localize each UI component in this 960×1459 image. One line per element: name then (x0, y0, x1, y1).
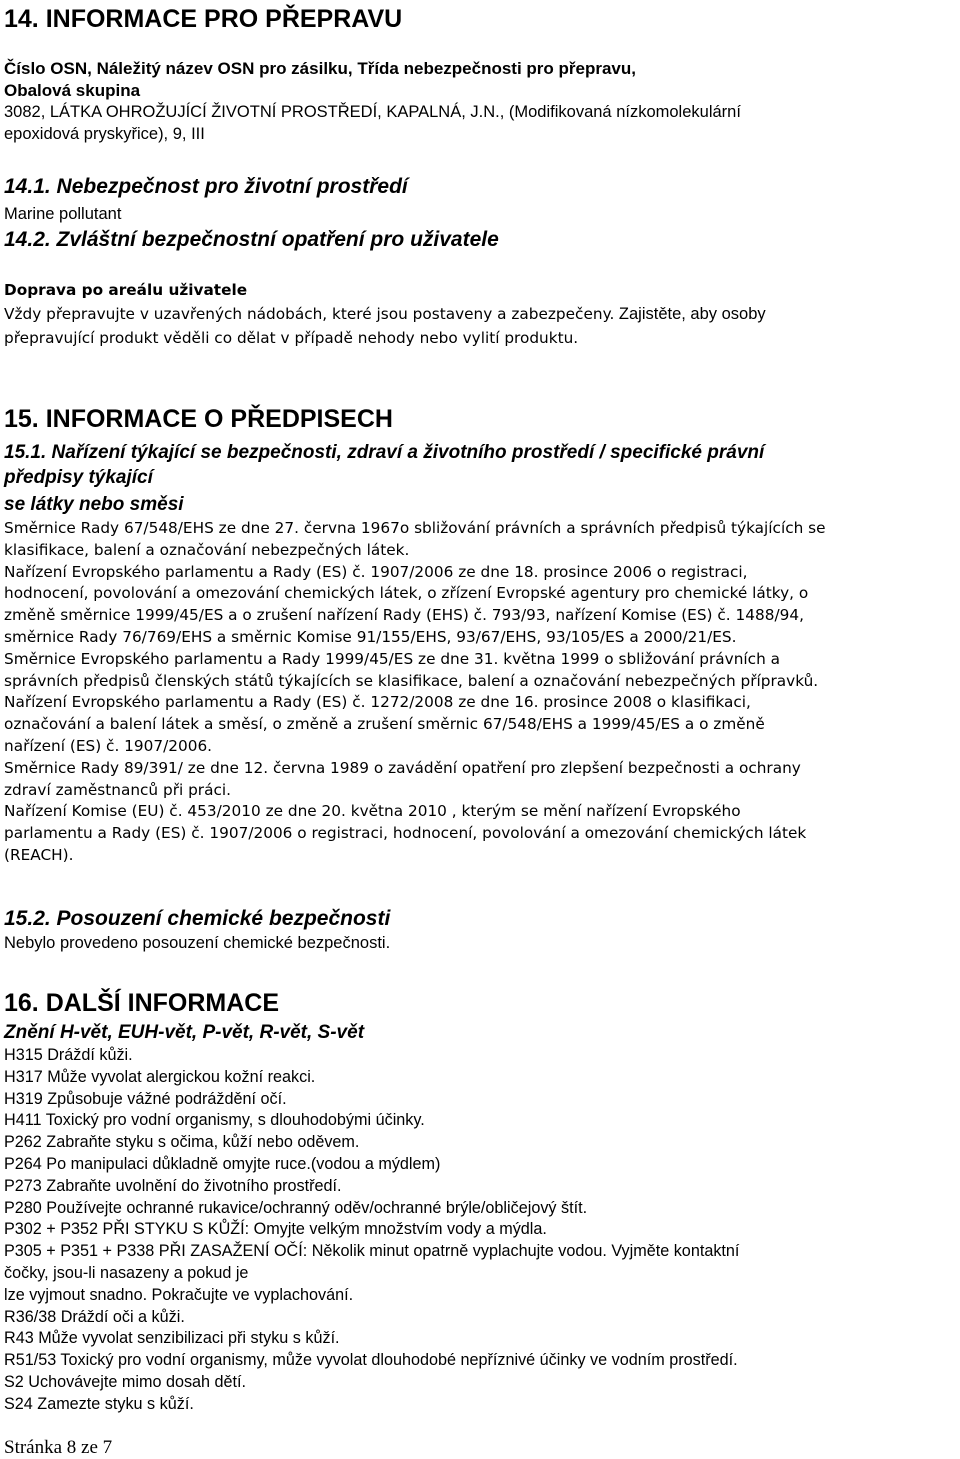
section-15-1-title-line-1: 15.1. Nařízení týkající se bezpečnosti, zdraví a životního prostředí / specifické právní (4, 442, 765, 463)
section-14-1-value: Marine pollutant (4, 205, 122, 223)
phrase-line: H317 Může vyvolat alergickou kožní reakci. (4, 1067, 316, 1086)
regulation-line: parlamentu a Rady (ES) č. 1907/2006 o registraci, hodnocení, povolování a omezování chemických látek (4, 824, 807, 843)
phrase-line: P305 + P351 + P338 PŘI ZASAŽENÍ OČÍ: Několik minut opatrně vyplachujte vodou. Vyjměte kontaktní (4, 1242, 740, 1261)
phrase-line: S24 Zamezte styku s kůží. (4, 1394, 194, 1413)
phrase-line: R51/53 Toxický pro vodní organismy, může vyvolat dlouhodobé nepříznivé účinky ve vodním prostředí. (4, 1351, 738, 1370)
regulation-line: Směrnice Rady 89/391/ ze dne 12. června 1989 o zavádění opatření pro zlepšení bezpečnosti a ochrany (4, 758, 801, 777)
section-15-2-title: 15.2. Posouzení chemické bezpečnosti (4, 907, 391, 930)
phrase-line: P273 Zabraňte uvolnění do životního prostředí. (4, 1176, 342, 1195)
section-15-1-title-line-3: se látky nebo směsi (4, 494, 184, 515)
regulation-line: označování a balení látek a směsí, o změně a zrušení směrnic 67/548/EHS a 1999/45/ES a o změně (4, 715, 765, 734)
regulation-line: zdraví zaměstnanců při práci. (4, 780, 231, 799)
phrase-line: lze vyjmout snadno. Pokračujte ve vyplachování. (4, 1285, 354, 1304)
section-14-2-text-part-a: Vždy přepravujte v uzavřených nádobách, které jsou postaveny a zabezpečeny. (4, 305, 615, 323)
regulation-line: Směrnice Rady 67/548/EHS ze dne 27. června 1967o sbližování právních a správních předpisů týkajících se (4, 519, 826, 537)
section-15-1-title-line-2: předpisy týkající (4, 467, 153, 488)
phrase-line: P302 + P352 PŘI STYKU S KŮŽÍ: Omyjte velkým množstvím vody a mýdla. (4, 1220, 547, 1239)
regulation-line: Nařízení Evropského parlamentu a Rady (ES) č. 1272/2008 ze dne 16. prosince 2008 o klasifikaci, (4, 693, 751, 712)
regulation-line: (REACH). (4, 845, 74, 864)
regulation-line: směrnice Rady 76/769/EHS a směrnic Komise 91/155/EHS, 93/67/EHS, 93/105/ES a 2000/21/ES. (4, 627, 737, 646)
regulation-line: Nařízení Evropského parlamentu a Rady (ES) č. 1907/2006 ze dne 18. prosince 2006 o registraci, (4, 562, 748, 581)
section-16-body (4, 1045, 739, 1416)
phrase-line: H315 Dráždí kůži. (4, 1046, 133, 1064)
section-15-1-body (4, 518, 826, 867)
section-14-title: 14. INFORMACE PRO PŘEPRAVU (4, 5, 403, 33)
un-value-line-1: 3082, LÁTKA OHROŽUJÍCÍ ŽIVOTNÍ PROSTŘEDÍ, KAPALNÁ, J.N., (Modifikovaná nízkomolekulární (4, 103, 741, 121)
section-14-2-text-line-2: přepravující produkt věděli co dělat v případě nehody nebo vylití produktu. (4, 329, 579, 347)
phrase-line: R43 Může vyvolat senzibilizaci při styku s kůží. (4, 1329, 340, 1348)
regulation-line: klasifikace, balení a označování nebezpečných látek. (4, 540, 410, 559)
section-15-title: 15. INFORMACE O PŘEDPISECH (4, 405, 393, 433)
section-15-2-text: Nebylo provedeno posouzení chemické bezpečnosti. (4, 934, 391, 952)
un-heading-line-1: Číslo OSN, Náležitý název OSN pro zásilku, Třída nebezpečnosti pro přepravu, (4, 59, 636, 78)
phrase-line: čočky, jsou-li nasazeny a pokud je (4, 1263, 249, 1282)
regulation-line: Směrnice Evropského parlamentu a Rady 1999/45/ES ze dne 31. května 1999 o sbližování právních a (4, 649, 780, 668)
section-14-2-title: 14.2. Zvláštní bezpečnostní opatření pro uživatele (4, 228, 499, 251)
section-14-2-text-line-1 (4, 304, 766, 326)
regulation-line: změně směrnice 1999/45/ES a o zrušení nařízení Rady (EHS) č. 793/93, nařízení Komise (ES) č. 1488/94, (4, 606, 804, 625)
phrase-line: P264 Po manipulaci důkladně omyjte ruce.(vodou a mýdlem) (4, 1154, 441, 1173)
phrase-line: S2 Uchovávejte mimo dosah dětí. (4, 1372, 247, 1391)
section-16-subtitle: Znění H-vět, EUH-vět, P-vět, R-vět, S-vět (4, 1022, 365, 1043)
regulation-line: nařízení (ES) č. 1907/2006. (4, 736, 213, 755)
regulation-line: Nařízení Komise (EU) č. 453/2010 ze dne 20. května 2010 , kterým se mění nařízení Evropského (4, 802, 741, 821)
page-number-footer: Stránka 8 ze 7 (4, 1437, 113, 1458)
section-16-title: 16. DALŠÍ INFORMACE (4, 989, 280, 1017)
phrase-line: H411 Toxický pro vodní organismy, s dlouhodobými účinky. (4, 1111, 425, 1130)
phrase-line: P280 Používejte ochranné rukavice/ochranný oděv/ochranné brýle/obličejový štít. (4, 1198, 588, 1217)
phrase-line: P262 Zabraňte styku s očima, kůží nebo oděvem. (4, 1133, 360, 1152)
section-14-1-title: 14.1. Nebezpečnost pro životní prostředí (4, 175, 408, 198)
phrase-line: R36/38 Dráždí oči a kůži. (4, 1307, 185, 1326)
phrase-line: H319 Způsobuje vážné podráždění očí. (4, 1089, 287, 1108)
regulation-line: správních předpisů členských států týkajících se klasifikace, balení a označování nebezpečných přípravků. (4, 671, 819, 690)
section-14-2-text-part-b: Zajistěte, aby osoby (614, 305, 766, 323)
un-heading-line-2: Obalová skupina (4, 81, 141, 100)
regulation-line: hodnocení, povolování a omezování chemických látek, o zřízení Evropské agentury pro chemické látky, o (4, 584, 809, 603)
un-value-line-2: epoxidová pryskyřice), 9, III (4, 125, 205, 143)
section-14-2-subtitle: Doprava po areálu uživatele (4, 281, 248, 299)
